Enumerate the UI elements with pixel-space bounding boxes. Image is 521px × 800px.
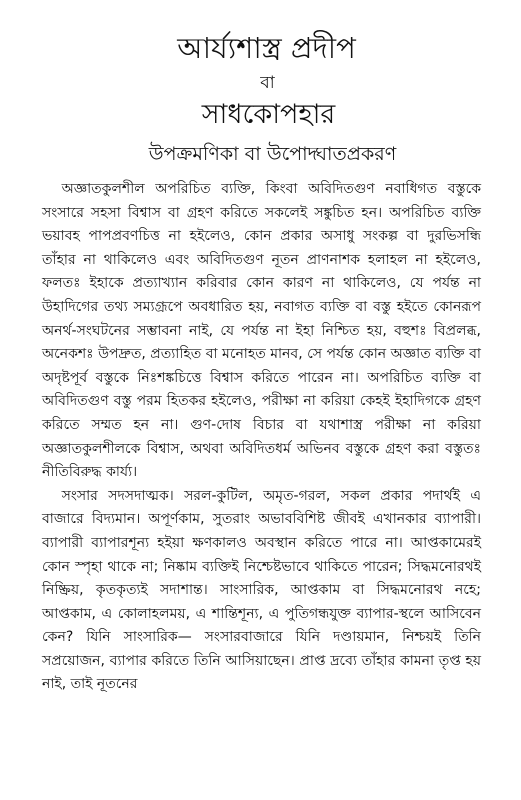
body-paragraph-2: সংসার সদসদাত্মক। সরল-কুটিল, অমৃত-গরল, সকল প্রকার পদার্থই এ বাজারে বিদ্যমান। অপূর্ণকাম, সুতরাং অভাববিশিষ্ট জীবই এখানকার ব্যাপারী। ব্যাপারী ব্যাপারশূন্য হইয়া ক্ষণকালও অবস্থান করিতে পারে না। আপ্তকামেরই কোন স্পৃহা থাকে না; নিষ্কাম ব্যক্তিই নিশ্চেষ্টভাবে থাকিতে পারেন; সিদ্ধমনোরথই নিষ্ক্রিয়, কৃতকৃত্যই সদাশান্ত। সাংসারিক, আপ্তকাম বা সিদ্ধমনোরথ নহে; আপ্তকাম, এ কোলাহলময়, এ শান্তিশূন্য, এ পুতিগন্ধযুক্ত ব্যাপার-স্থলে আসিবেন কেন? যিনি সাংসারিক— সংসারবাজারে যিনি দণ্ডায়মান, নিশ্চয়ই তিনি সপ্রয়োজন, ব্যাপার করিতে তিনি আসিয়াছেন। প্রাপ্ত দ্রব্যে তাঁহার কামনা তৃপ্ত হয় নাই, তাই নূতনের xyxy=(42,487,481,693)
book-title: আর্য্যশাস্ত্র প্রদীপ xyxy=(177,31,356,65)
section-heading: উপক্রমণিকা বা উপোদ্ঘাতপ্রকরণ xyxy=(148,143,397,165)
body-paragraph-1: অজ্ঞাতকুলশীল অপরিচিত ব্যক্তি, কিংবা অবিদিতগুণ নবাধিগত বস্তুকে সংসারে সহসা বিশ্বাস বা গ্রহণ করিতে সকলেই সঙ্কুচিত হন। অপরিচিত ব্যক্তি ভয়াবহ পাপপ্রবণচিত্ত না হইলেও, কোন প্রকার অসাধু সংকল্প বা দুরভিসন্ধি তাঁহার না থাকিলেও এবং অবিদিতগুণ নূতন প্রাণনাশক হলাহল না হইলেও, ফলতঃ ইহাকে প্রত্যাখ্যান করিবার কোন কারণ না থাকিলেও, যে পর্যন্ত না উহাদিগের তথ্য সম্যগ্রূপে অবধারিত হয়, নবাগত ব্যক্তি বা বস্তু হইতে কোনরূপ অনর্থ-সংঘটনের সম্ভাবনা নাই, যে পর্যন্ত না ইহা নিশ্চিত হয়, বহুশঃ বিপ্রলব্ধ, অনেকশঃ উপদ্রুত, প্রত্যাহিত বা মনোহত মানব, সে পর্যন্ত কোন অজ্ঞাত ব্যক্তি বা অদৃষ্টপূর্ব বস্তুকে নিঃশঙ্কচিত্তে বিশ্বাস করিতে পারেন না। অপরিচিত ব্যক্তি বা অবিদিতগুণ বস্তু পরম হিতকর হইলেও, পরীক্ষা না করিয়া কেহই ইহাদিগকে গ্রহণ করিতে সম্মত হন না। গুণ-দোষ বিচার বা যথাশাস্ত্র পরীক্ষা না করিয়া অজ্ঞাতকুলশীলকে বিশ্বাস, অথবা অবিদিতধর্ম অভিনব বস্তুকে গ্রহণ করা বস্তুতঃ নীতিবিরুদ্ধ কার্য্য। xyxy=(42,181,481,481)
alternate-title: সাধকোপহার xyxy=(201,99,336,130)
title-connector: বা xyxy=(260,73,275,93)
